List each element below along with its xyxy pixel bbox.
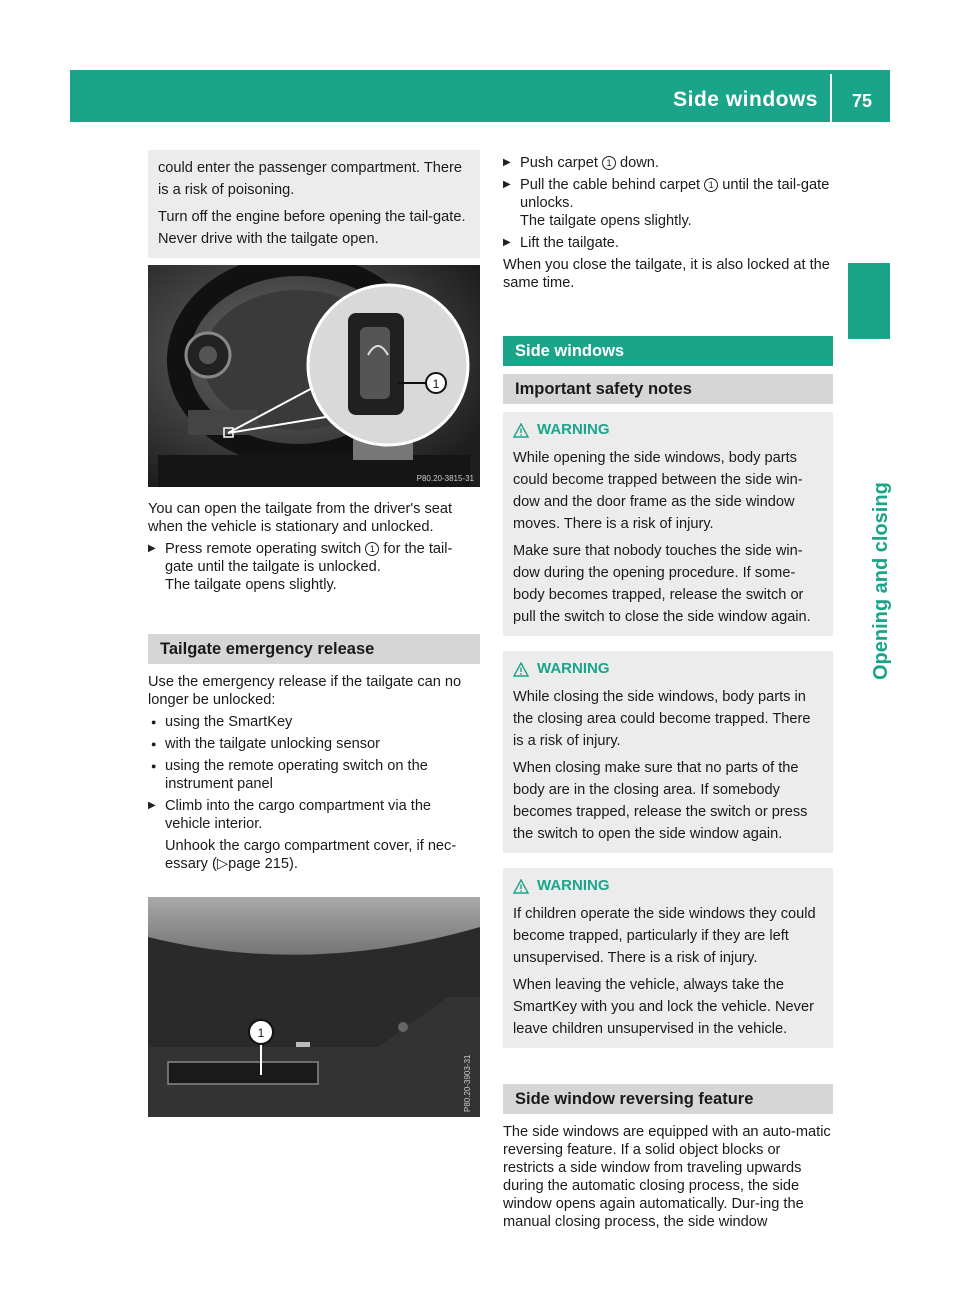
step-pull-cable <box>503 176 833 230</box>
side-tab-marker <box>848 263 890 339</box>
s2-post: until the tail-gate unlocks. <box>520 177 830 211</box>
step-lift-tailgate <box>503 234 833 252</box>
subsection-title-safety: Important safety notes <box>503 374 833 404</box>
step-press-switch <box>148 540 480 594</box>
warning-box-2 <box>503 651 833 853</box>
step1-result: The tailgate opens slightly. <box>165 577 337 593</box>
section-title-side-windows: Side windows <box>503 336 833 366</box>
warning-2-para-1: While closing the side windows, body parts in the closing area could become trapped. There is a risk of injury. <box>513 689 811 749</box>
intro-paragraph: You can open the tailgate from the driver's seat when the vehicle is stationary and unlocked. <box>148 501 453 535</box>
header-separator <box>830 74 832 122</box>
list-item: ● with the tailgate unlocking sensor <box>148 735 480 753</box>
reversing-paragraph: The side windows are equipped with an auto-matic reversing feature. If a solid object blocks or restricts a side window from traveling upwards during the automatic closing process, the side window opens again automatically. Dur-ing the manual closing process, the side window <box>503 1124 831 1230</box>
warning-label: WARNING <box>537 660 610 677</box>
step-climb-into-cargo <box>148 797 480 833</box>
warning-triangle-icon <box>513 662 529 677</box>
step-push-carpet <box>503 154 833 172</box>
section-title-reversing: Side window reversing feature <box>503 1084 833 1114</box>
list-item: ● using the remote operating switch on the instrument panel <box>148 757 480 793</box>
warning-label: WARNING <box>537 421 610 438</box>
lock-note: When you close the tailgate, it is also locked at the same time. <box>503 257 830 291</box>
left-column <box>148 150 480 258</box>
list-item: ● using the SmartKey <box>148 713 480 731</box>
warning-cont-para-2: Turn off the engine before opening the tail-gate. Never drive with the tailgate open. <box>158 209 466 247</box>
callout-1-icon: 1 <box>602 156 616 170</box>
warning-3-para-1: If children operate the side windows they could become trapped, particularly if they are left unsupervised. There is a risk of injury. <box>513 906 816 966</box>
warning-heading <box>513 421 823 439</box>
warning-1-para-2: Make sure that nobody touches the side win-dow during the opening procedure. If some-body becomes trapped, release the switch or pull the switch to close the side window again. <box>513 543 811 625</box>
warning-2-para-2: When closing make sure that no parts of the body are in the closing area. If somebody becomes trapped, release the switch or press the switch to open the side window again. <box>513 760 808 842</box>
emergency-bullet-list <box>148 713 480 793</box>
page-ref-arrow-icon: ▷ <box>216 856 229 872</box>
emergency-intro: Use the emergency release if the tailgate can no longer be unlocked: <box>148 674 462 708</box>
s1-post: down. <box>620 155 659 171</box>
warning-box-1 <box>503 412 833 636</box>
tailgate-switch-photo <box>148 265 480 487</box>
right-column <box>503 154 833 1231</box>
photo1-callout: 1 <box>432 377 440 391</box>
photo2-code: P80.20-3903-31 <box>463 1054 472 1112</box>
section-title-emergency-release: Tailgate emergency release <box>148 634 480 664</box>
warning-heading <box>513 660 823 678</box>
step2-sub <box>148 837 480 873</box>
s2-pre: Pull the cable behind carpet <box>520 177 701 193</box>
callout-1-icon: 1 <box>365 542 379 556</box>
s1-pre: Push carpet <box>520 155 598 171</box>
warning-3-para-2: When leaving the vehicle, always take the SmartKey with you and lock the vehicle. Never leave children unsupervised in the vehicle. <box>513 977 814 1037</box>
step2-close: ). <box>289 856 298 872</box>
warning-triangle-icon <box>513 423 529 438</box>
cargo-release-photo <box>148 897 480 1117</box>
warning-label: WARNING <box>537 877 610 894</box>
step2-text: Climb into the cargo compartment via the vehicle interior. <box>165 798 432 832</box>
chapter-label-text: Opening and closing <box>870 482 892 680</box>
page-number: 75 <box>851 91 872 111</box>
s3-text: Lift the tailgate. <box>520 235 619 251</box>
warning-continuation-box <box>148 150 480 258</box>
step1-pre: Press remote operating switch <box>165 541 362 557</box>
callout-1-icon: 1 <box>704 178 718 192</box>
photo1-code: P80.20-3815-31 <box>416 474 474 483</box>
tailgate-switch-illustration <box>148 265 480 487</box>
step2-sub-text: Unhook the cargo compartment cover, if nec-essary ( <box>165 838 457 872</box>
warning-heading <box>513 877 823 895</box>
warning-1-para-1: While opening the side windows, body parts could become trapped between the side win-dow and the door frame as the side window moves. There is a risk of injury. <box>513 450 803 532</box>
s2-result: The tailgate opens slightly. <box>520 213 692 229</box>
header-title: Side windows <box>673 88 818 111</box>
step1-post: for the tail-gate until the tailgate is unlocked. <box>165 541 453 575</box>
photo2-callout: 1 <box>257 1026 265 1040</box>
warning-triangle-icon <box>513 879 529 894</box>
page-ref-link[interactable]: page 215 <box>228 856 290 872</box>
side-chapter-label <box>850 350 892 680</box>
page-header <box>70 70 890 122</box>
warning-box-3 <box>503 868 833 1048</box>
left-column-lower <box>148 500 480 873</box>
cargo-release-illustration <box>148 897 480 1117</box>
warning-cont-para-1: could enter the passenger compartment. There is a risk of poisoning. <box>158 160 462 198</box>
